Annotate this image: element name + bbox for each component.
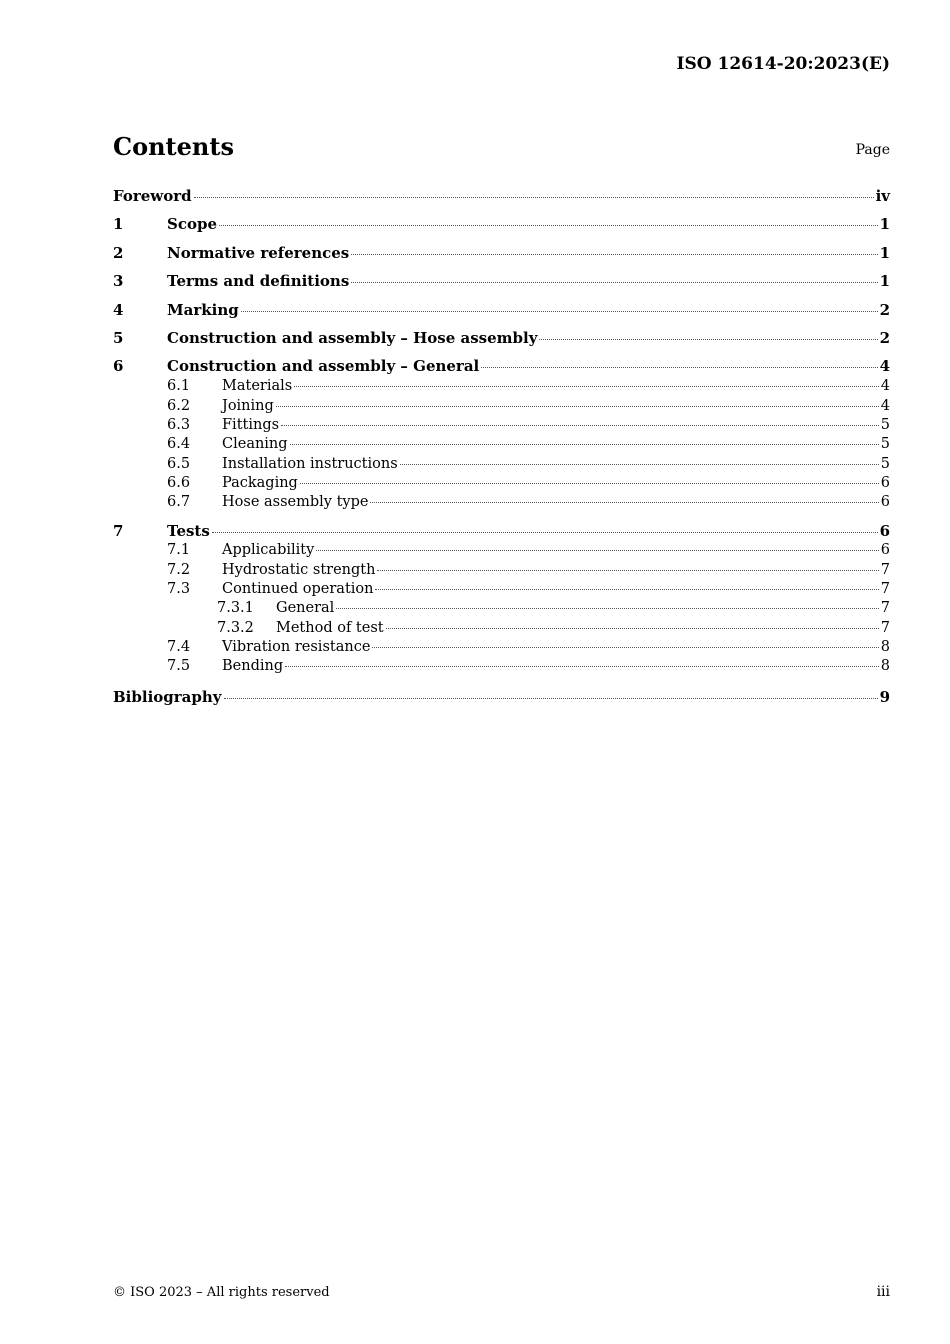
toc-entry-applicability[interactable] xyxy=(113,541,890,560)
toc-title: Construction and assembly – General xyxy=(167,357,480,376)
toc-title: Tests xyxy=(167,522,210,541)
dot-leader xyxy=(290,444,879,445)
dot-leader xyxy=(351,282,877,283)
toc-title: Bibliography xyxy=(113,687,222,706)
toc-number: 5 xyxy=(113,328,124,347)
dot-leader xyxy=(194,197,874,198)
toc-number: 2 xyxy=(113,243,124,262)
toc-number: 4 xyxy=(113,300,124,319)
toc-title: Cleaning xyxy=(222,436,288,453)
dot-leader xyxy=(224,698,878,699)
toc-title: Foreword xyxy=(113,187,192,205)
dot-leader xyxy=(281,425,879,426)
dot-leader xyxy=(316,550,878,551)
toc-entry-bibliography[interactable] xyxy=(113,686,890,714)
toc-page-number: 8 xyxy=(880,658,890,675)
toc-page-number: 7 xyxy=(880,619,890,636)
toc-page-number: 1 xyxy=(879,243,890,262)
dot-leader xyxy=(285,666,879,667)
toc-page-number: 6 xyxy=(880,474,890,491)
toc-title: Continued operation xyxy=(222,581,374,598)
toc-title: Joining xyxy=(222,397,274,414)
toc-page-number: 6 xyxy=(880,542,890,559)
toc-page-number: 6 xyxy=(879,522,890,541)
toc-page-number: 8 xyxy=(880,638,890,655)
toc-page-number: iv xyxy=(875,187,890,205)
toc-entry-joining[interactable] xyxy=(113,397,890,416)
dot-leader xyxy=(276,406,879,407)
toc-page-number: 7 xyxy=(880,561,890,578)
toc-title: Hose assembly type xyxy=(222,494,369,511)
dot-leader xyxy=(400,464,879,465)
toc-page-number: 5 xyxy=(880,416,890,433)
toc-title: Bending xyxy=(222,658,284,675)
toc-entry-scope[interactable] xyxy=(113,213,890,241)
toc-title: Packaging xyxy=(222,474,298,491)
toc-entry-method-of-test[interactable] xyxy=(113,619,890,638)
toc-entry-normative-references[interactable] xyxy=(113,242,890,270)
toc-number: 7 xyxy=(113,522,124,541)
document-id: ISO 12614-20:2023(E) xyxy=(676,54,890,74)
contents-title: Contents xyxy=(113,132,234,161)
toc-number: 7.4 xyxy=(167,638,191,655)
toc-entry-packaging[interactable] xyxy=(113,474,890,493)
dot-leader xyxy=(212,532,878,533)
dot-leader xyxy=(241,311,878,312)
toc-entry-hose-assembly-type[interactable] xyxy=(113,493,890,512)
page-column-label: Page xyxy=(855,142,890,158)
footer-copyright: © ISO 2023 – All rights reserved xyxy=(113,1285,330,1300)
dot-leader xyxy=(375,589,878,590)
dot-leader xyxy=(300,483,879,484)
toc-page-number: 5 xyxy=(880,436,890,453)
toc-title: Vibration resistance xyxy=(222,638,371,655)
toc-number: 6.3 xyxy=(167,416,191,433)
toc-entry-hose-assembly[interactable] xyxy=(113,327,890,355)
dot-leader xyxy=(370,502,878,503)
dot-leader xyxy=(386,628,879,629)
toc-page-number: 9 xyxy=(879,687,890,706)
toc-entry-terms-and-definitions[interactable] xyxy=(113,270,890,298)
toc-number: 3 xyxy=(113,272,124,291)
toc-entry-marking[interactable] xyxy=(113,299,890,327)
toc-number: 6.5 xyxy=(167,455,191,472)
dot-leader xyxy=(351,254,877,255)
toc-page-number: 4 xyxy=(880,378,890,395)
table-of-contents xyxy=(113,185,890,714)
dot-leader xyxy=(372,647,878,648)
toc-entry-vibration-resistance[interactable] xyxy=(113,638,890,657)
toc-title: Construction and assembly – Hose assembly xyxy=(167,328,538,347)
toc-entry-continued-operation[interactable] xyxy=(113,580,890,599)
toc-title: Installation instructions xyxy=(222,455,398,472)
toc-page-number: 6 xyxy=(880,494,890,511)
toc-page-number: 2 xyxy=(879,328,890,347)
toc-number: 7.2 xyxy=(167,561,191,578)
toc-entry-general[interactable] xyxy=(113,599,890,618)
toc-title: Normative references xyxy=(167,243,350,262)
toc-title: Scope xyxy=(167,215,218,234)
toc-page-number: 1 xyxy=(879,272,890,291)
toc-title: Applicability xyxy=(222,542,315,559)
toc-number: 7.3.1 xyxy=(217,600,254,617)
toc-title: Method of test xyxy=(276,619,384,636)
toc-number: 7.3 xyxy=(167,581,191,598)
dot-leader xyxy=(294,386,879,387)
toc-page-number: 2 xyxy=(879,300,890,319)
toc-number: 6 xyxy=(113,357,124,376)
dot-leader xyxy=(377,570,878,571)
toc-number: 7.3.2 xyxy=(217,619,254,636)
toc-entry-installation-instructions[interactable] xyxy=(113,455,890,474)
dot-leader xyxy=(481,367,877,368)
toc-entry-materials[interactable] xyxy=(113,377,890,396)
toc-title: Terms and definitions xyxy=(167,272,350,291)
toc-number: 1 xyxy=(113,215,124,234)
toc-entry-fittings[interactable] xyxy=(113,416,890,435)
toc-number: 6.1 xyxy=(167,378,191,395)
toc-page-number: 5 xyxy=(880,455,890,472)
toc-number: 6.4 xyxy=(167,436,191,453)
toc-number: 6.6 xyxy=(167,474,191,491)
dot-leader xyxy=(219,225,878,226)
footer-page-number: iii xyxy=(876,1284,890,1300)
toc-page-number: 7 xyxy=(880,600,890,617)
toc-entry-tests[interactable] xyxy=(113,521,890,541)
toc-entry-hydrostatic-strength[interactable] xyxy=(113,561,890,580)
toc-entry-foreword[interactable] xyxy=(113,185,890,213)
toc-page-number: 4 xyxy=(879,357,890,376)
toc-number: 6.2 xyxy=(167,397,191,414)
toc-entry-bending[interactable] xyxy=(113,657,890,676)
toc-entry-construction-general[interactable] xyxy=(113,355,890,377)
toc-title: Hydrostatic strength xyxy=(222,561,376,578)
toc-page-number: 4 xyxy=(880,397,890,414)
toc-number: 7.5 xyxy=(167,658,191,675)
dot-leader xyxy=(336,608,878,609)
toc-page-number: 7 xyxy=(880,581,890,598)
dot-leader xyxy=(539,339,877,340)
toc-entry-cleaning[interactable] xyxy=(113,435,890,454)
toc-title: General xyxy=(276,600,335,617)
toc-title: Materials xyxy=(222,378,293,395)
toc-page-number: 1 xyxy=(879,215,890,234)
toc-title: Marking xyxy=(167,300,239,319)
toc-number: 6.7 xyxy=(167,494,191,511)
toc-title: Fittings xyxy=(222,416,280,433)
toc-number: 7.1 xyxy=(167,542,191,559)
